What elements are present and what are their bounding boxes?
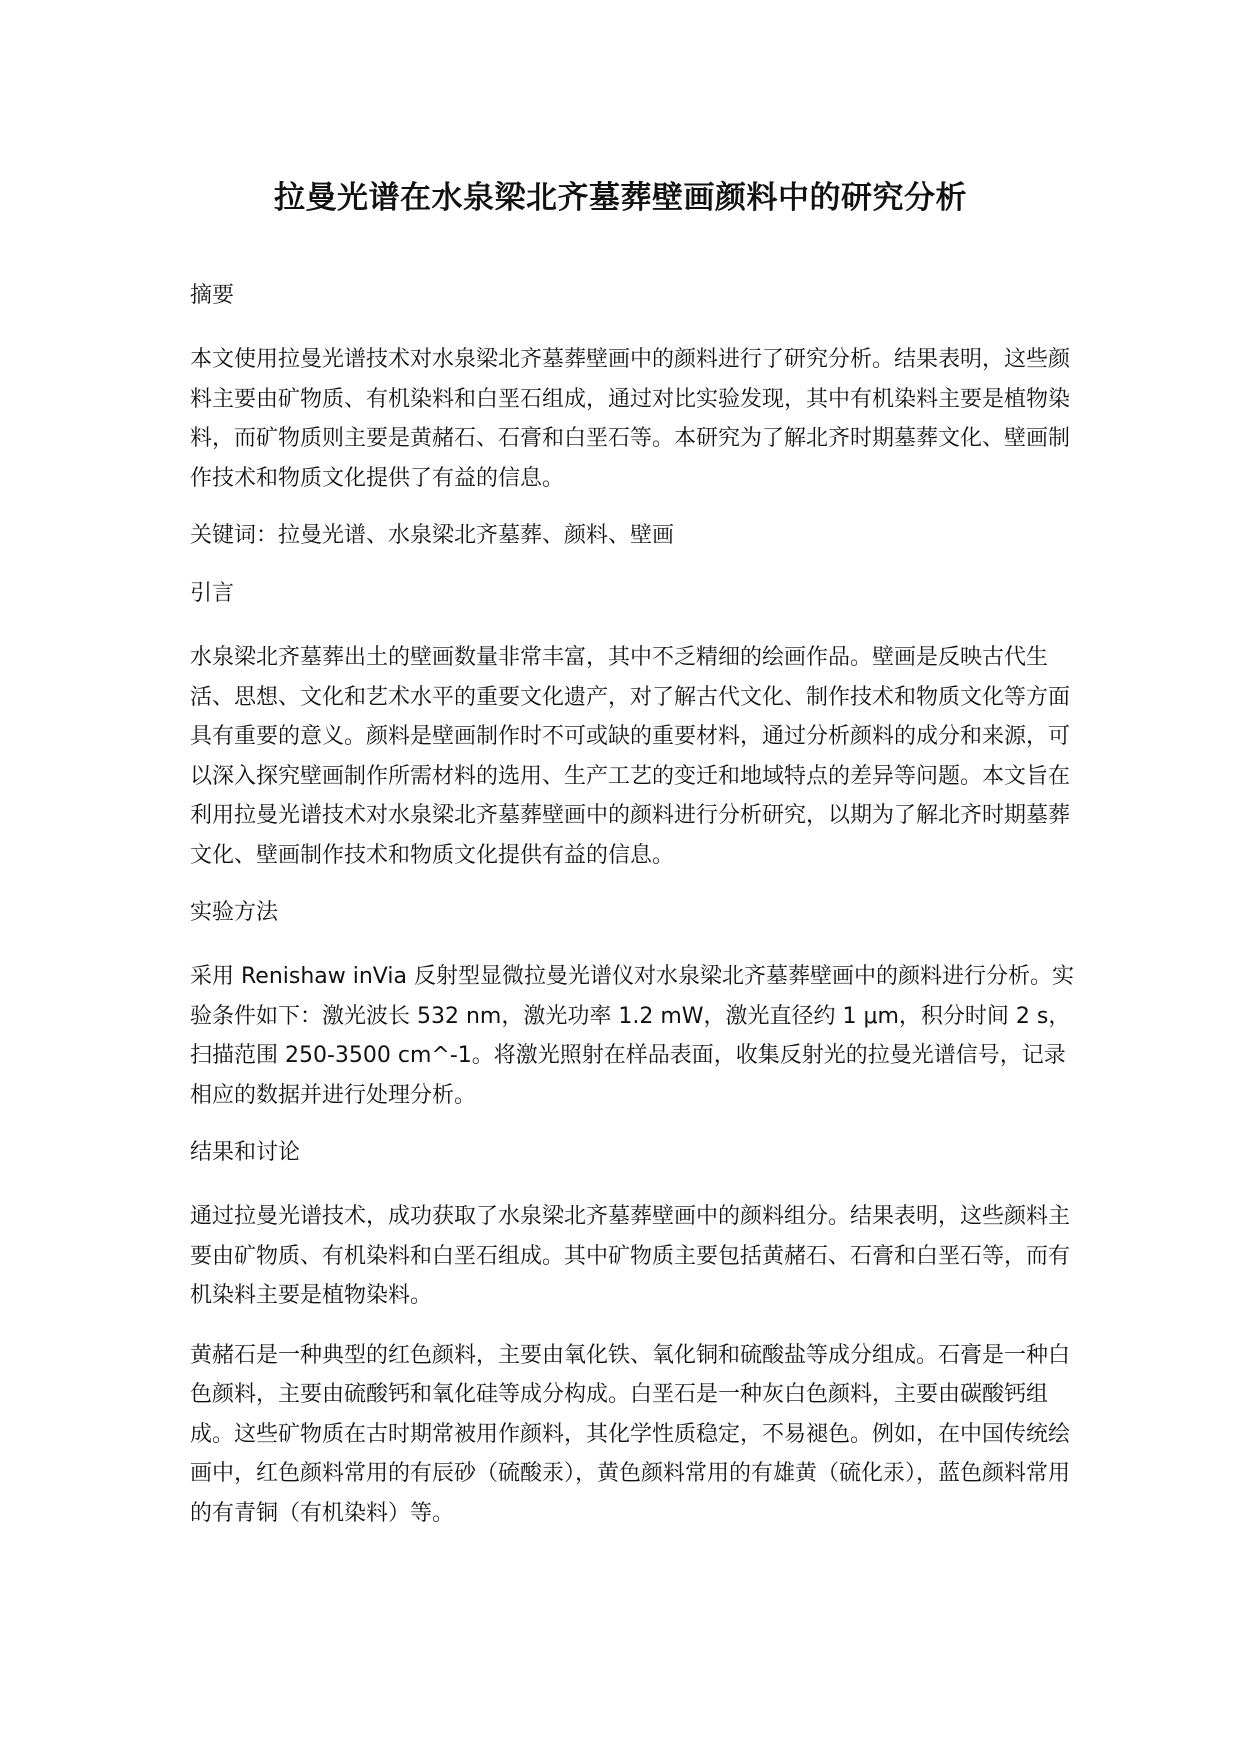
keywords-label: 关键词： bbox=[190, 523, 279, 548]
abstract-heading: 摘要 bbox=[190, 283, 235, 308]
keywords-line bbox=[190, 518, 1080, 554]
results-heading: 结果和讨论 bbox=[190, 1140, 301, 1165]
methods-text: 采用 Renishaw inVia 反射型显微拉曼光谱仪对水泉梁北齐墓葬壁画中的颜料进行分析。实验条件如下：激光波长 532 nm，激光功率 1.2 mW，激光直径约 1 μm，积分时间 2 s，扫描范围 250-3500 cm^-1。将激光照射在样品表面，收集反射光的拉曼光谱信号，记录相应的数据并进行处理分析。 bbox=[190, 964, 1074, 1108]
document-body bbox=[190, 278, 1080, 1553]
document-title: 拉曼光谱在水泉梁北齐墓葬壁画颜料中的研究分析 bbox=[274, 180, 967, 216]
abstract-text: 本文使用拉曼光谱技术对水泉梁北齐墓葬壁画中的颜料进行了研究分析。结果表明，这些颜料主要由矿物质、有机染料和白垩石组成，通过对比实验发现，其中有机染料主要是植物染料，而矿物质则主要是黄赭石、石膏和白垩石等。本研究为了解北齐时期墓葬文化、壁画制作技术和物质文化提供了有益的信息。 bbox=[190, 347, 1071, 491]
keywords-text: 拉曼光谱、水泉梁北齐墓葬、颜料、壁画 bbox=[278, 523, 675, 548]
results-paragraph-1: 通过拉曼光谱技术，成功获取了水泉梁北齐墓葬壁画中的颜料组分。结果表明，这些颜料主要由矿物质、有机染料和白垩石组成。其中矿物质主要包括黄赭石、石膏和白垩石等，而有机染料主要是植物染料。 bbox=[190, 1204, 1071, 1308]
introduction-text: 水泉梁北齐墓葬出土的壁画数量非常丰富，其中不乏精细的绘画作品。壁画是反映古代生活、思想、文化和艺术水平的重要文化遗产，对了解古代文化、制作技术和物质文化等方面具有重要的意义。颜料是壁画制作时不可或缺的重要材料，通过分析颜料的成分和来源，可以深入探究壁画制作所需材料的选用、生产工艺的变迁和地域特点的差异等问题。本文旨在利用拉曼光谱技术对水泉梁北齐墓葬壁画中的颜料进行分析研究，以期为了解北齐时期墓葬文化、壁画制作技术和物质文化提供有益的信息。 bbox=[190, 645, 1071, 868]
introduction-heading: 引言 bbox=[190, 581, 235, 606]
methods-heading: 实验方法 bbox=[190, 900, 279, 925]
results-paragraph-2: 黄赭石是一种典型的红色颜料，主要由氧化铁、氧化铜和硫酸盐等成分组成。石膏是一种白色颜料，主要由硫酸钙和氧化硅等成分构成。白垩石是一种灰白色颜料，主要由碳酸钙组成。这些矿物质在古时期常被用作颜料，其化学性质稳定，不易褪色。例如，在中国传统绘画中，红色颜料常用的有辰砂（硫酸汞），黄色颜料常用的有雄黄（硫化汞），蓝色颜料常用的有青铜（有机染料）等。 bbox=[190, 1342, 1071, 1526]
